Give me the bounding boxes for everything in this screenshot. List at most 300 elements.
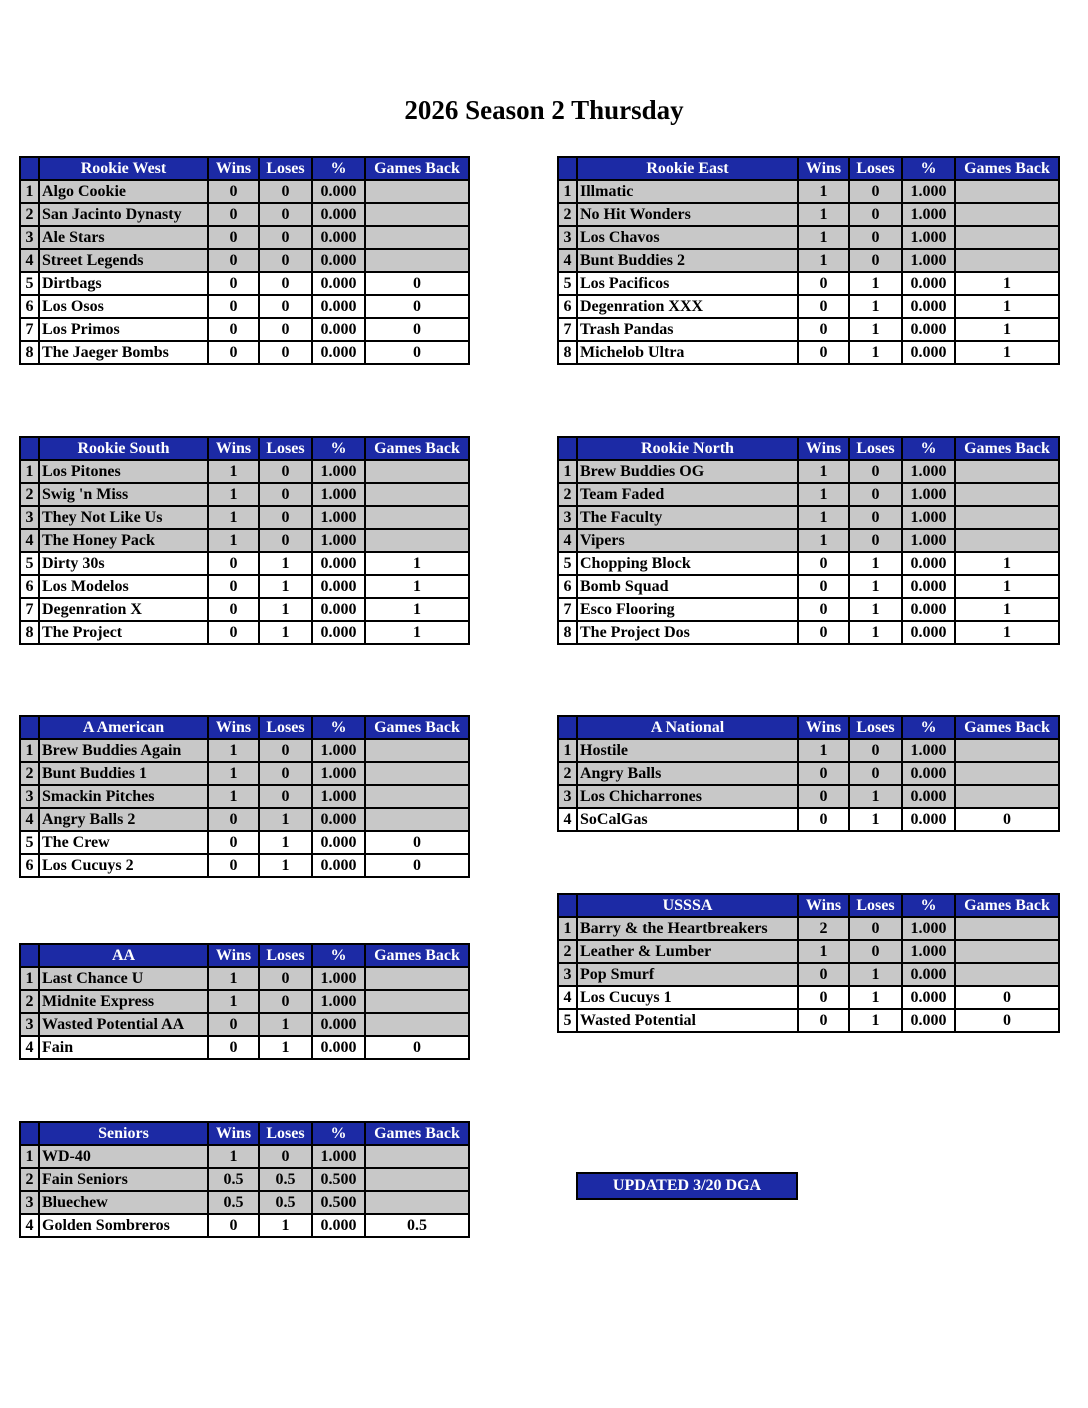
division-table-rookie-west [19,156,470,365]
team-pct: 0.000 [902,598,955,621]
team-rank: 1 [558,739,577,762]
team-rank: 5 [558,272,577,295]
team-rank: 8 [20,621,39,644]
team-games-back: 1 [365,621,469,644]
team-games-back [365,1013,469,1036]
team-row [20,272,469,295]
team-pct: 0.000 [312,1036,365,1059]
team-pct: 1.000 [902,917,955,940]
team-name: Los Pacificos [577,272,798,295]
team-games-back [365,739,469,762]
team-loses: 0 [849,506,902,529]
team-loses: 0 [259,272,312,295]
team-pct: 0.000 [312,341,365,364]
team-games-back [955,203,1059,226]
team-games-back [365,529,469,552]
team-pct: 0.000 [902,621,955,644]
games-back-header: Games Back [365,157,469,180]
team-wins: 0 [208,808,259,831]
team-rank: 3 [558,785,577,808]
team-name: Vipers [577,529,798,552]
rank-header [558,894,577,917]
team-pct: 1.000 [312,967,365,990]
team-row [558,295,1059,318]
team-loses: 0 [849,180,902,203]
team-pct: 0.000 [902,341,955,364]
team-wins: 1 [798,529,849,552]
rank-header [558,437,577,460]
team-pct: 0.000 [312,854,365,877]
games-back-header: Games Back [955,894,1059,917]
team-name: Fain Seniors [39,1168,208,1191]
team-games-back [365,1168,469,1191]
team-row [20,506,469,529]
loses-header: Loses [259,437,312,460]
loses-header: Loses [849,716,902,739]
team-wins: 0 [208,552,259,575]
team-wins: 0 [208,598,259,621]
team-wins: 0.5 [208,1191,259,1214]
team-games-back: 1 [365,575,469,598]
team-rank: 2 [20,990,39,1013]
team-loses: 0 [259,226,312,249]
team-wins: 1 [798,483,849,506]
team-games-back: 1 [365,598,469,621]
team-wins: 0 [798,785,849,808]
team-row [20,598,469,621]
team-name: Michelob Ultra [577,341,798,364]
team-wins: 0 [208,575,259,598]
team-games-back [955,529,1059,552]
team-row [20,552,469,575]
team-loses: 1 [259,621,312,644]
team-name: The Honey Pack [39,529,208,552]
team-pct: 1.000 [902,460,955,483]
team-loses: 1 [849,295,902,318]
team-wins: 1 [208,529,259,552]
wins-header: Wins [208,437,259,460]
pct-header: % [902,894,955,917]
team-name: Bomb Squad [577,575,798,598]
team-name: SoCalGas [577,808,798,831]
division-table-aa [19,943,470,1060]
team-loses: 1 [849,785,902,808]
wins-header: Wins [208,157,259,180]
team-wins: 0 [798,272,849,295]
team-loses: 0.5 [259,1168,312,1191]
team-loses: 1 [849,272,902,295]
team-row [558,739,1059,762]
pct-header: % [312,157,365,180]
team-name: Esco Flooring [577,598,798,621]
team-wins: 1 [208,506,259,529]
team-name: Bunt Buddies 2 [577,249,798,272]
team-wins: 1 [208,483,259,506]
team-rank: 5 [20,831,39,854]
team-wins: 0 [798,986,849,1009]
team-loses: 1 [259,1013,312,1036]
team-loses: 1 [259,808,312,831]
team-loses: 0 [259,739,312,762]
team-games-back [955,460,1059,483]
team-pct: 1.000 [312,506,365,529]
team-name: Fain [39,1036,208,1059]
team-loses: 0 [259,180,312,203]
team-wins: 0 [208,318,259,341]
division-table-a-american [19,715,470,878]
team-wins: 1 [208,990,259,1013]
team-rank: 3 [20,506,39,529]
team-wins: 1 [798,940,849,963]
team-name: The Project [39,621,208,644]
team-games-back: 1 [955,552,1059,575]
wins-header: Wins [798,437,849,460]
games-back-header: Games Back [955,716,1059,739]
team-pct: 0.000 [312,1013,365,1036]
team-rank: 5 [558,552,577,575]
team-name: Degenration X [39,598,208,621]
team-wins: 1 [208,762,259,785]
header-row [20,944,469,967]
team-rank: 1 [20,967,39,990]
team-games-back [365,990,469,1013]
team-loses: 0 [259,249,312,272]
team-wins: 0 [798,621,849,644]
team-name: Bluechew [39,1191,208,1214]
division-name: Seniors [39,1122,208,1145]
team-row [558,460,1059,483]
team-games-back [365,506,469,529]
team-row [558,621,1059,644]
team-loses: 1 [259,1036,312,1059]
team-pct: 0.000 [902,295,955,318]
team-row [558,575,1059,598]
team-rank: 1 [20,739,39,762]
updated-badge: UPDATED 3/20 DGA [576,1172,798,1200]
team-name: Wasted Potential AA [39,1013,208,1036]
team-row [558,598,1059,621]
team-pct: 0.000 [312,180,365,203]
team-rank: 6 [20,854,39,877]
team-games-back: 0.5 [365,1214,469,1237]
team-rank: 1 [558,180,577,203]
team-wins: 0 [208,226,259,249]
team-name: Los Primos [39,318,208,341]
rank-header [20,944,39,967]
team-games-back [955,940,1059,963]
team-rank: 3 [558,226,577,249]
team-rank: 2 [20,762,39,785]
team-row [20,483,469,506]
team-name: Last Chance U [39,967,208,990]
team-rank: 3 [20,1191,39,1214]
team-wins: 0 [208,1214,259,1237]
team-row [558,1009,1059,1032]
division-table-rookie-south [19,436,470,645]
pct-header: % [312,437,365,460]
team-rank: 4 [558,249,577,272]
team-row [20,1168,469,1191]
division-name: A National [577,716,798,739]
team-wins: 0 [208,1013,259,1036]
team-wins: 1 [798,249,849,272]
team-row [558,529,1059,552]
team-row [20,529,469,552]
division-table-a-national [557,715,1060,832]
team-rank: 2 [20,483,39,506]
team-pct: 0.000 [902,986,955,1009]
team-name: Algo Cookie [39,180,208,203]
team-pct: 1.000 [312,762,365,785]
team-rank: 7 [558,598,577,621]
team-wins: 1 [208,967,259,990]
team-games-back [955,785,1059,808]
team-rank: 8 [20,341,39,364]
team-wins: 1 [208,1145,259,1168]
team-pct: 0.000 [312,249,365,272]
pct-header: % [902,716,955,739]
team-loses: 0 [259,785,312,808]
loses-header: Loses [849,157,902,180]
team-pct: 1.000 [312,739,365,762]
wins-header: Wins [208,716,259,739]
team-wins: 1 [798,460,849,483]
team-pct: 0.000 [902,318,955,341]
team-pct: 0.000 [312,295,365,318]
team-row [20,203,469,226]
team-pct: 1.000 [312,785,365,808]
team-wins: 0 [798,341,849,364]
team-wins: 1 [208,460,259,483]
team-loses: 1 [259,831,312,854]
team-loses: 0.5 [259,1191,312,1214]
team-loses: 0 [849,917,902,940]
team-row [558,552,1059,575]
team-loses: 0 [849,762,902,785]
team-row [558,180,1059,203]
team-pct: 1.000 [902,940,955,963]
team-name: Angry Balls [577,762,798,785]
pct-header: % [902,157,955,180]
team-loses: 0 [849,529,902,552]
team-games-back [365,226,469,249]
team-loses: 1 [849,963,902,986]
team-row [558,226,1059,249]
team-rank: 5 [20,552,39,575]
team-name: Pop Smurf [577,963,798,986]
team-rank: 4 [20,249,39,272]
team-row [20,180,469,203]
team-row [20,318,469,341]
team-games-back: 0 [365,854,469,877]
team-loses: 0 [849,226,902,249]
team-pct: 0.000 [312,1214,365,1237]
team-rank: 6 [20,575,39,598]
team-games-back [365,460,469,483]
games-back-header: Games Back [365,944,469,967]
team-row [558,203,1059,226]
team-wins: 0 [798,318,849,341]
division-table-usssa [557,893,1060,1033]
team-loses: 1 [259,552,312,575]
team-loses: 0 [259,318,312,341]
team-games-back: 1 [955,598,1059,621]
team-loses: 0 [259,967,312,990]
team-pct: 0.500 [312,1191,365,1214]
team-name: Leather & Lumber [577,940,798,963]
division-name: Rookie North [577,437,798,460]
team-pct: 0.000 [902,272,955,295]
team-games-back [955,762,1059,785]
team-loses: 1 [849,621,902,644]
division-name: Rookie East [577,157,798,180]
team-row [558,808,1059,831]
team-games-back [955,963,1059,986]
team-games-back [365,249,469,272]
team-pct: 0.000 [312,831,365,854]
team-row [558,917,1059,940]
team-games-back [365,785,469,808]
team-row [20,854,469,877]
team-pct: 0.000 [312,318,365,341]
team-row [20,808,469,831]
team-games-back [955,483,1059,506]
team-loses: 0 [259,295,312,318]
team-name: WD-40 [39,1145,208,1168]
team-pct: 0.000 [902,963,955,986]
team-rank: 6 [558,575,577,598]
rank-header [20,1122,39,1145]
team-wins: 1 [798,226,849,249]
team-name: The Crew [39,831,208,854]
team-loses: 1 [849,318,902,341]
team-name: San Jacinto Dynasty [39,203,208,226]
team-row [20,226,469,249]
team-row [20,460,469,483]
team-name: Brew Buddies Again [39,739,208,762]
team-name: They Not Like Us [39,506,208,529]
team-pct: 0.000 [312,552,365,575]
team-rank: 3 [20,226,39,249]
team-wins: 0 [208,249,259,272]
team-games-back: 0 [955,1009,1059,1032]
team-rank: 2 [558,483,577,506]
team-row [558,940,1059,963]
team-row [20,249,469,272]
team-row [558,272,1059,295]
wins-header: Wins [208,1122,259,1145]
team-pct: 1.000 [312,529,365,552]
team-row [20,1013,469,1036]
team-row [20,341,469,364]
team-loses: 1 [849,1009,902,1032]
team-rank: 1 [558,917,577,940]
team-loses: 1 [849,598,902,621]
team-games-back [365,483,469,506]
division-name: Rookie West [39,157,208,180]
team-loses: 0 [849,940,902,963]
team-wins: 1 [208,739,259,762]
team-games-back: 0 [365,318,469,341]
team-games-back: 0 [365,831,469,854]
team-loses: 1 [849,575,902,598]
team-name: Los Cucuys 1 [577,986,798,1009]
team-games-back [955,249,1059,272]
header-row [20,157,469,180]
team-name: Street Legends [39,249,208,272]
team-wins: 0 [798,575,849,598]
team-rank: 4 [20,808,39,831]
team-pct: 0.000 [312,598,365,621]
team-pct: 1.000 [902,739,955,762]
team-wins: 0 [208,621,259,644]
team-rank: 2 [558,940,577,963]
team-rank: 4 [20,529,39,552]
rank-header [558,157,577,180]
team-row [20,739,469,762]
team-row [558,963,1059,986]
team-row [558,506,1059,529]
team-games-back [955,226,1059,249]
team-pct: 1.000 [902,203,955,226]
team-games-back [365,180,469,203]
team-pct: 0.000 [902,762,955,785]
team-rank: 3 [558,506,577,529]
header-row [20,1122,469,1145]
division-name: AA [39,944,208,967]
team-row [558,318,1059,341]
team-wins: 0 [208,831,259,854]
rank-header [20,716,39,739]
games-back-header: Games Back [365,1122,469,1145]
team-loses: 0 [259,529,312,552]
pct-header: % [902,437,955,460]
team-pct: 1.000 [902,226,955,249]
division-table-rookie-north [557,436,1060,645]
rank-header [20,437,39,460]
team-name: Dirty 30s [39,552,208,575]
team-loses: 0 [259,762,312,785]
team-wins: 2 [798,917,849,940]
games-back-header: Games Back [955,437,1059,460]
team-pct: 0.000 [902,552,955,575]
team-pct: 1.000 [902,249,955,272]
header-row [20,716,469,739]
team-rank: 2 [20,1168,39,1191]
team-rank: 4 [20,1214,39,1237]
team-name: Hostile [577,739,798,762]
division-table-rookie-east [557,156,1060,365]
team-games-back: 1 [955,272,1059,295]
team-rank: 3 [558,963,577,986]
team-pct: 1.000 [902,483,955,506]
team-games-back [365,1145,469,1168]
team-name: Ale Stars [39,226,208,249]
team-loses: 0 [259,483,312,506]
team-loses: 1 [849,986,902,1009]
loses-header: Loses [259,157,312,180]
team-name: Dirtbags [39,272,208,295]
team-name: Barry & the Heartbreakers [577,917,798,940]
team-loses: 0 [259,341,312,364]
team-pct: 0.000 [312,621,365,644]
team-pct: 1.000 [312,460,365,483]
team-loses: 0 [849,739,902,762]
team-wins: 1 [798,180,849,203]
team-rank: 5 [558,1009,577,1032]
team-loses: 1 [259,598,312,621]
team-loses: 0 [849,249,902,272]
